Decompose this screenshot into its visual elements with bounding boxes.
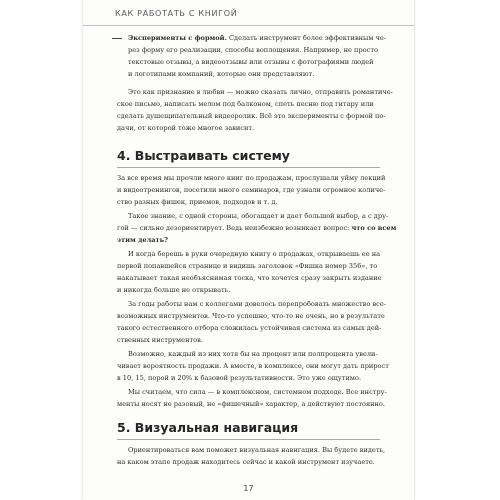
bullet-line-4: и логотипами компаний, которые они представляют. xyxy=(128,70,315,78)
paragraph-line: сделать душещипательный видеоролик. Всё это эксперименты с формой по- xyxy=(117,112,386,120)
paragraph-line: на каком этапе продаж находитесь сейчас и какой инструмент изучаете. xyxy=(117,458,375,466)
section-heading-4: 4. Выстраивать систему xyxy=(117,148,290,163)
running-head: КАК РАБОТАТЬ С КНИГОЙ xyxy=(115,9,238,18)
paragraph-line: ство разных фишек, приемов, подходов и т. д. xyxy=(117,198,278,206)
bullet-line-3: текстовые отзывы, а видеоотзывы или отзывы с фотографиями людей xyxy=(128,58,374,66)
paragraph-line: Ориентироваться вам поможет визуальная навигация. Вы будете видеть, xyxy=(128,446,386,454)
paragraph-line: И когда берешь в руки очередную книгу о продажах, открываешь ее на xyxy=(128,250,381,258)
bullet-label: Эксперименты с формой. xyxy=(128,34,227,42)
paragraph-line: дачи, от которой тоже многое зависит. xyxy=(117,124,255,132)
header-rule xyxy=(83,25,414,26)
paragraph-line: За все время мы прочли много книг по продажам, прослушали уйму лекций xyxy=(117,174,386,182)
paragraph-text: гой — сильно дезориентирует. Ведь неизбежно возникает вопрос: xyxy=(117,224,352,232)
section-heading-rule xyxy=(117,167,380,168)
section-heading-rule xyxy=(117,439,380,440)
paragraph-line: и никогда больше не открывать. xyxy=(117,286,231,294)
paragraph-line: ственных инструментов. xyxy=(117,336,203,344)
paragraph-line: Такое знание, с одной стороны, обогащает и дает большой выбор, а с дру- xyxy=(128,212,389,220)
paragraph-line: возможных инструментов. Что-то успешно, что-то не очень, но в результате xyxy=(117,312,385,320)
section-heading-5: 5. Визуальная навигация xyxy=(117,420,299,435)
paragraph-line: Это как признание в любви — можно сказать лично, отправить романтиче- xyxy=(128,88,393,96)
paragraph-line: чивает вероятность продажи. А вместе, в комплексе, они могут дать прирост xyxy=(117,362,389,370)
paragraph-line: ское письмо, написать мелом под балконом, спеть песню под гитару или xyxy=(117,100,374,108)
bullet-line-1 xyxy=(128,32,386,44)
book-page xyxy=(83,0,414,500)
paragraph-line: такого естественного отбора сложилась устойчивая система из самых дей- xyxy=(117,324,382,332)
paragraph-line xyxy=(117,222,396,234)
paragraph-line: За годы работы нам с коллегами довелось перепробовать множество все- xyxy=(128,300,386,308)
paragraph-line: Возможно, каждый из них хотя бы на процент или полпроцента увели- xyxy=(128,350,378,358)
paragraph-line: в 10, 15, порой и 20% к базовой результативности. Это уже ощутимо. xyxy=(117,374,362,382)
paragraph-line: Мы считаем, что сила — в комплексном, системном подходе. Все инстру- xyxy=(128,388,387,396)
bullet-dash-icon xyxy=(112,38,122,39)
paragraph-line: первой попавшейся странице и видишь заголовок «Фишка номер 356», то xyxy=(117,262,378,270)
paragraph-line: и видеотренингов, посетили много семинаров, где узнали огромное количе- xyxy=(117,186,386,194)
question-bold: этим делать? xyxy=(117,236,168,244)
paragraph-line: менты носят не разовый, не «фишечный» характер, а действуют постоянно. xyxy=(117,400,385,408)
page-number: 17 xyxy=(243,484,254,493)
paragraph-line: накатывает такая необъяснимая тоска, что хочется сразу закрыть издание xyxy=(117,274,382,282)
question-bold: что со всем xyxy=(351,224,397,232)
bullet-text: Сделать инструмент более эффективным че- xyxy=(226,34,387,42)
bullet-line-2: рез форму его реализации, способы воплощения. Например, не просто xyxy=(128,46,378,54)
